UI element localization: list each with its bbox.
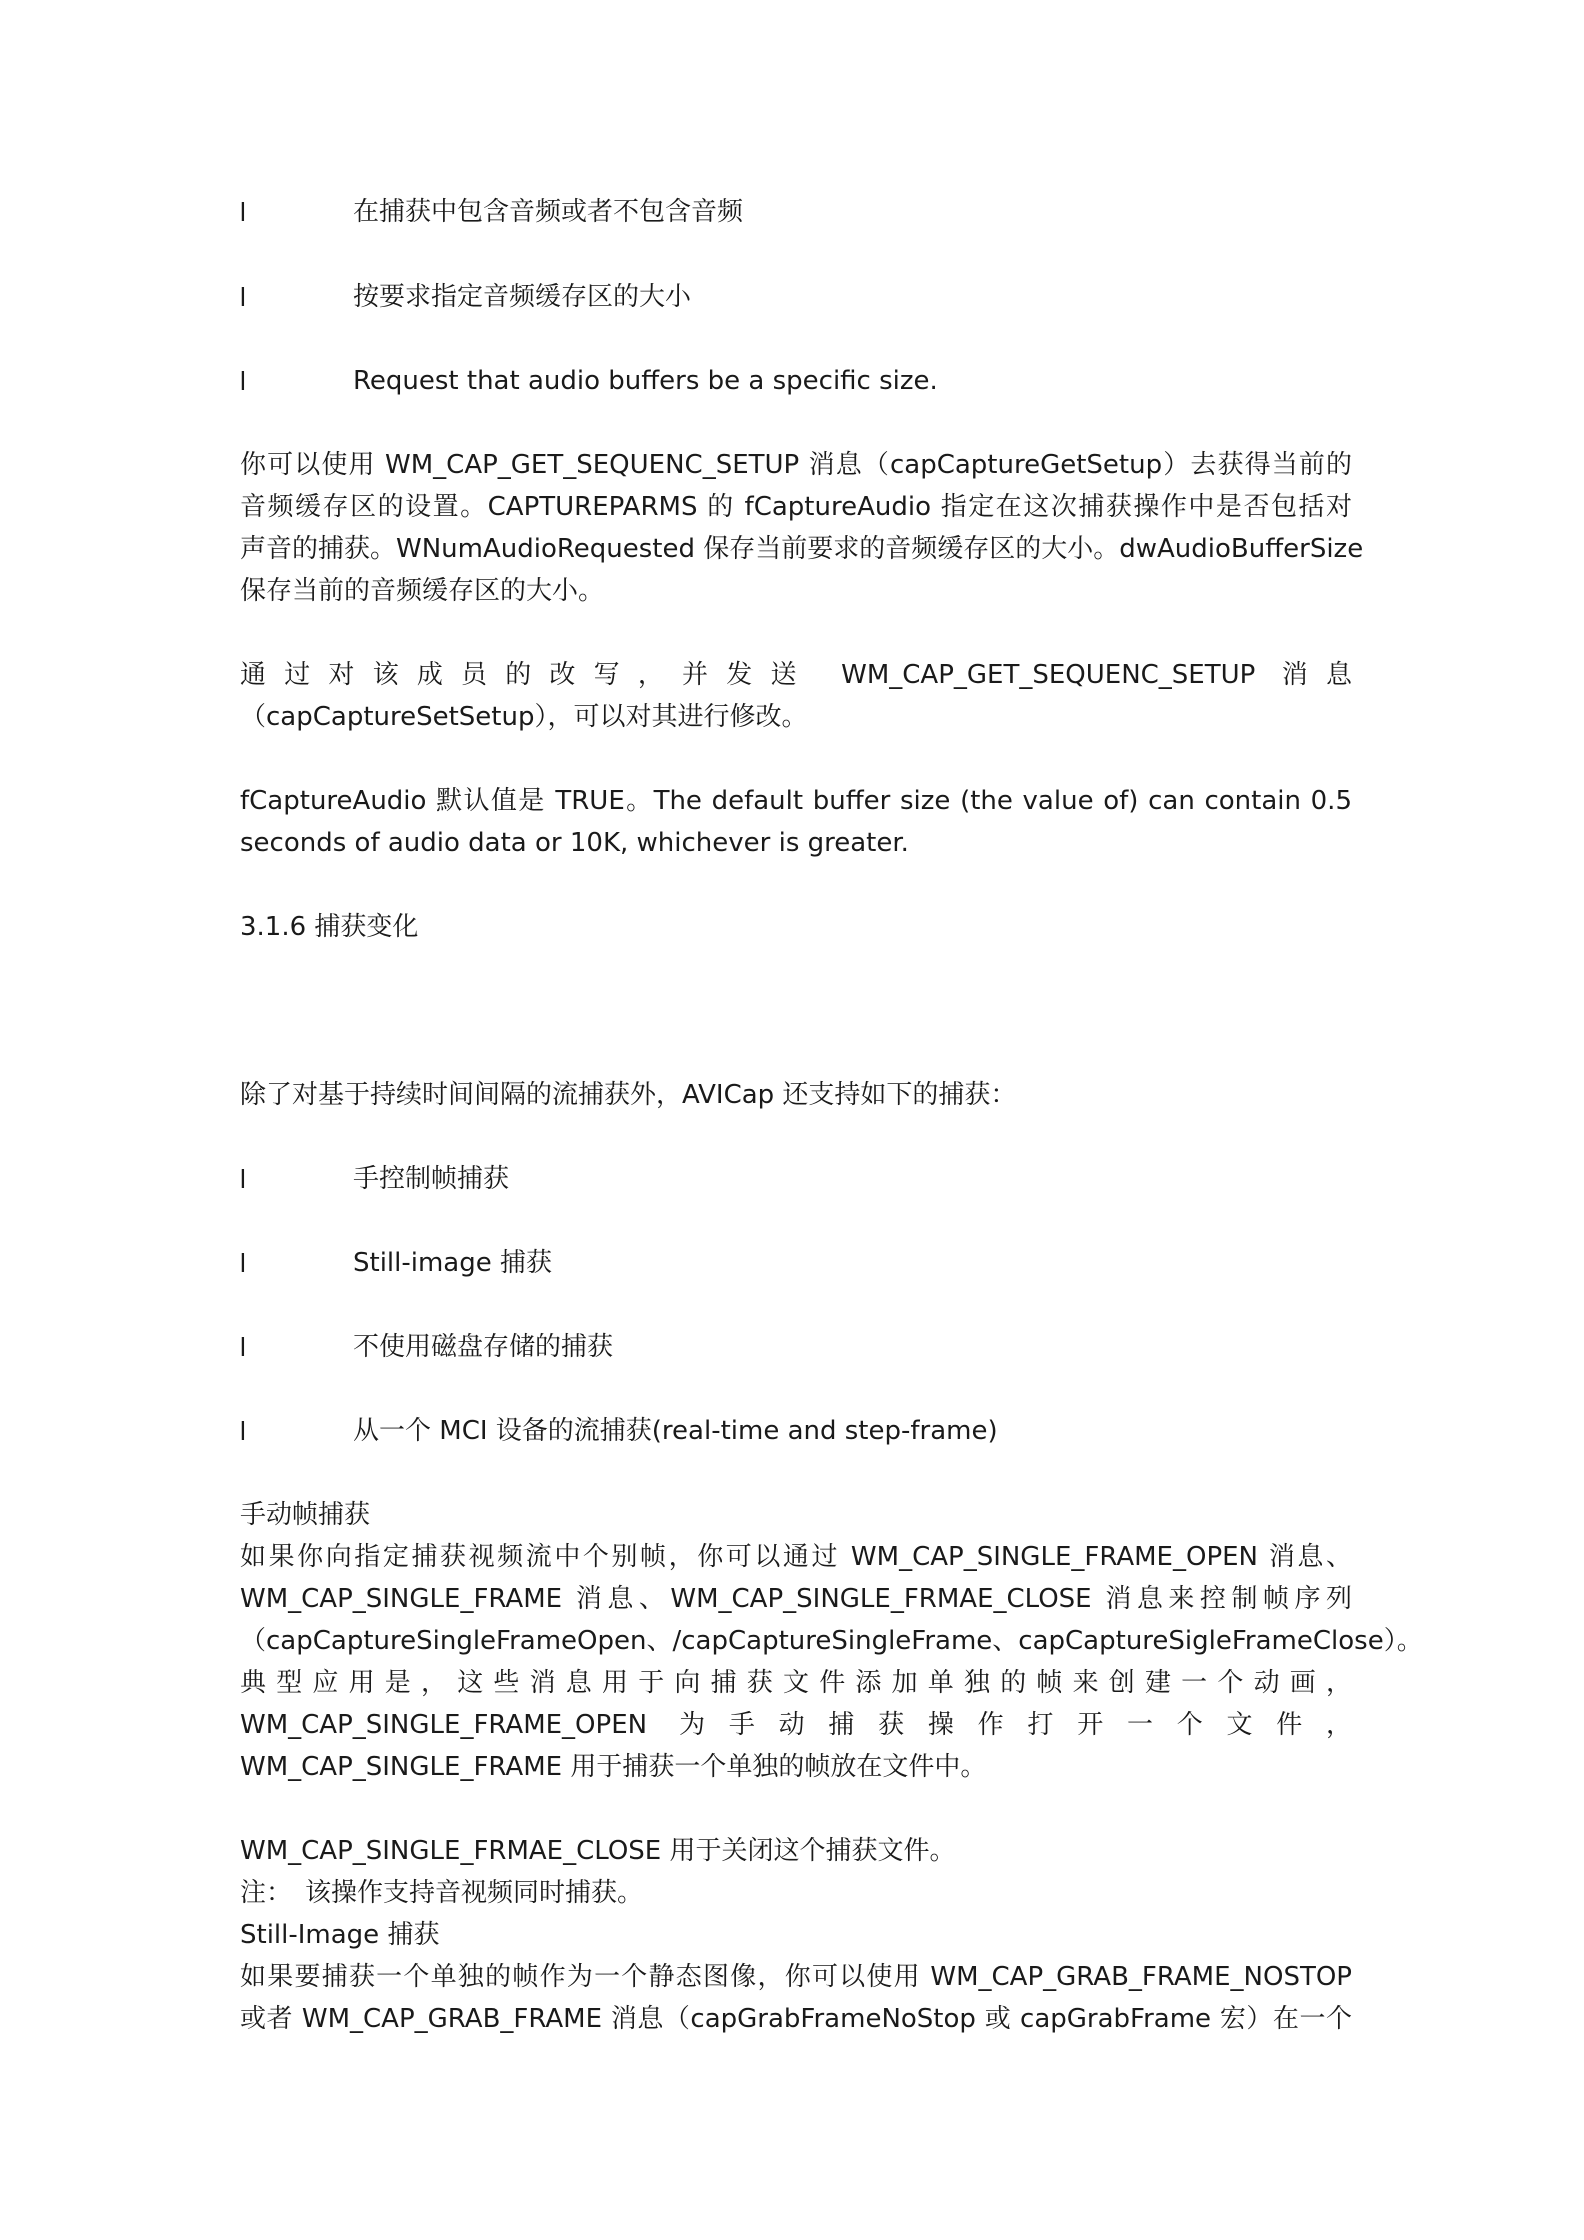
paragraph-line: （capCaptureSingleFrameOpen、/capCaptureSingleFrame、capCaptureSigleFrameClose）。: [240, 1626, 1423, 1656]
paragraph-line: 你可以使用 WM_CAP_GET_SEQUENC_SETUP 消息（capCaptureGetSetup）去获得当前的: [240, 450, 1352, 480]
section-heading: 3.1.6 捕获变化: [240, 912, 419, 942]
bullet-item: 在捕获中包含音频或者不包含音频: [353, 197, 744, 227]
paragraph-line: WM_CAP_SINGLE_FRAME 用于捕获一个单独的帧放在文件中。: [240, 1752, 987, 1782]
paragraph-line: 如果你向指定捕获视频流中个别帧，你可以通过 WM_CAP_SINGLE_FRAME_OPEN 消息、: [240, 1542, 1352, 1572]
paragraph-line: 典型应用是，这些消息用于向捕获文件添加单独的帧来创建一个动画，: [240, 1668, 1352, 1698]
bullet-item: Still-image 捕获: [353, 1248, 552, 1278]
subsection-heading: Still-Image 捕获: [240, 1920, 440, 1950]
bullet-marker: l: [240, 1164, 246, 1194]
paragraph-line: 如果要捕获一个单独的帧作为一个静态图像，你可以使用 WM_CAP_GRAB_FRAME_NOSTOP: [240, 1962, 1352, 1992]
bullet-marker: l: [240, 366, 246, 396]
bullet-item: 手控制帧捕获: [353, 1164, 510, 1194]
bullet-item: 不使用磁盘存储的捕获: [353, 1332, 614, 1362]
subsection-heading: 手动帧捕获: [240, 1500, 371, 1530]
paragraph-line: 或者 WM_CAP_GRAB_FRAME 消息（capGrabFrameNoStop 或 capGrabFrame 宏）在一个: [240, 2004, 1352, 2034]
bullet-item: 按要求指定音频缓存区的大小: [353, 282, 692, 312]
bullet-marker: l: [240, 197, 246, 227]
bullet-item: 从一个 MCI 设备的流捕获(real-time and step-frame): [353, 1416, 998, 1446]
paragraph-line: （capCaptureSetSetup），可以对其进行修改。: [240, 702, 808, 732]
paragraph-line: 音频缓存区的设置。CAPTUREPARMS 的 fCaptureAudio 指定在这次捕获操作中是否包括对: [240, 492, 1352, 522]
paragraph-line: fCaptureAudio 默认值是 TRUE。The default buffer size (the value of) can contain 0.5: [240, 786, 1352, 816]
paragraph-line: WM_CAP_SINGLE_FRAME_OPEN 为手动捕获操作打开一个文件，: [240, 1710, 1352, 1740]
bullet-marker: l: [240, 1248, 246, 1278]
note-line: 注： 该操作支持音视频同时捕获。: [240, 1878, 644, 1908]
paragraph-line: 通过对该成员的改写，并发送 WM_CAP_GET_SEQUENC_SETUP 消息: [240, 660, 1352, 690]
paragraph-line: seconds of audio data or 10K, whichever is greater.: [240, 828, 909, 858]
bullet-marker: l: [240, 1416, 246, 1446]
bullet-item: Request that audio buffers be a specific size.: [353, 366, 938, 396]
paragraph-line: WM_CAP_SINGLE_FRAME 消息、WM_CAP_SINGLE_FRMAE_CLOSE 消息来控制帧序列: [240, 1584, 1352, 1614]
paragraph-line: 保存当前的音频缓存区的大小。: [240, 576, 605, 606]
paragraph-line: 声音的捕获。WNumAudioRequested 保存当前要求的音频缓存区的大小。dwAudioBufferSize: [240, 534, 1364, 564]
bullet-marker: l: [240, 282, 246, 312]
paragraph-line: 除了对基于持续时间间隔的流捕获外，AVICap 还支持如下的捕获：: [240, 1080, 1017, 1110]
bullet-marker: l: [240, 1332, 246, 1362]
paragraph-line: WM_CAP_SINGLE_FRMAE_CLOSE 用于关闭这个捕获文件。: [240, 1836, 956, 1866]
